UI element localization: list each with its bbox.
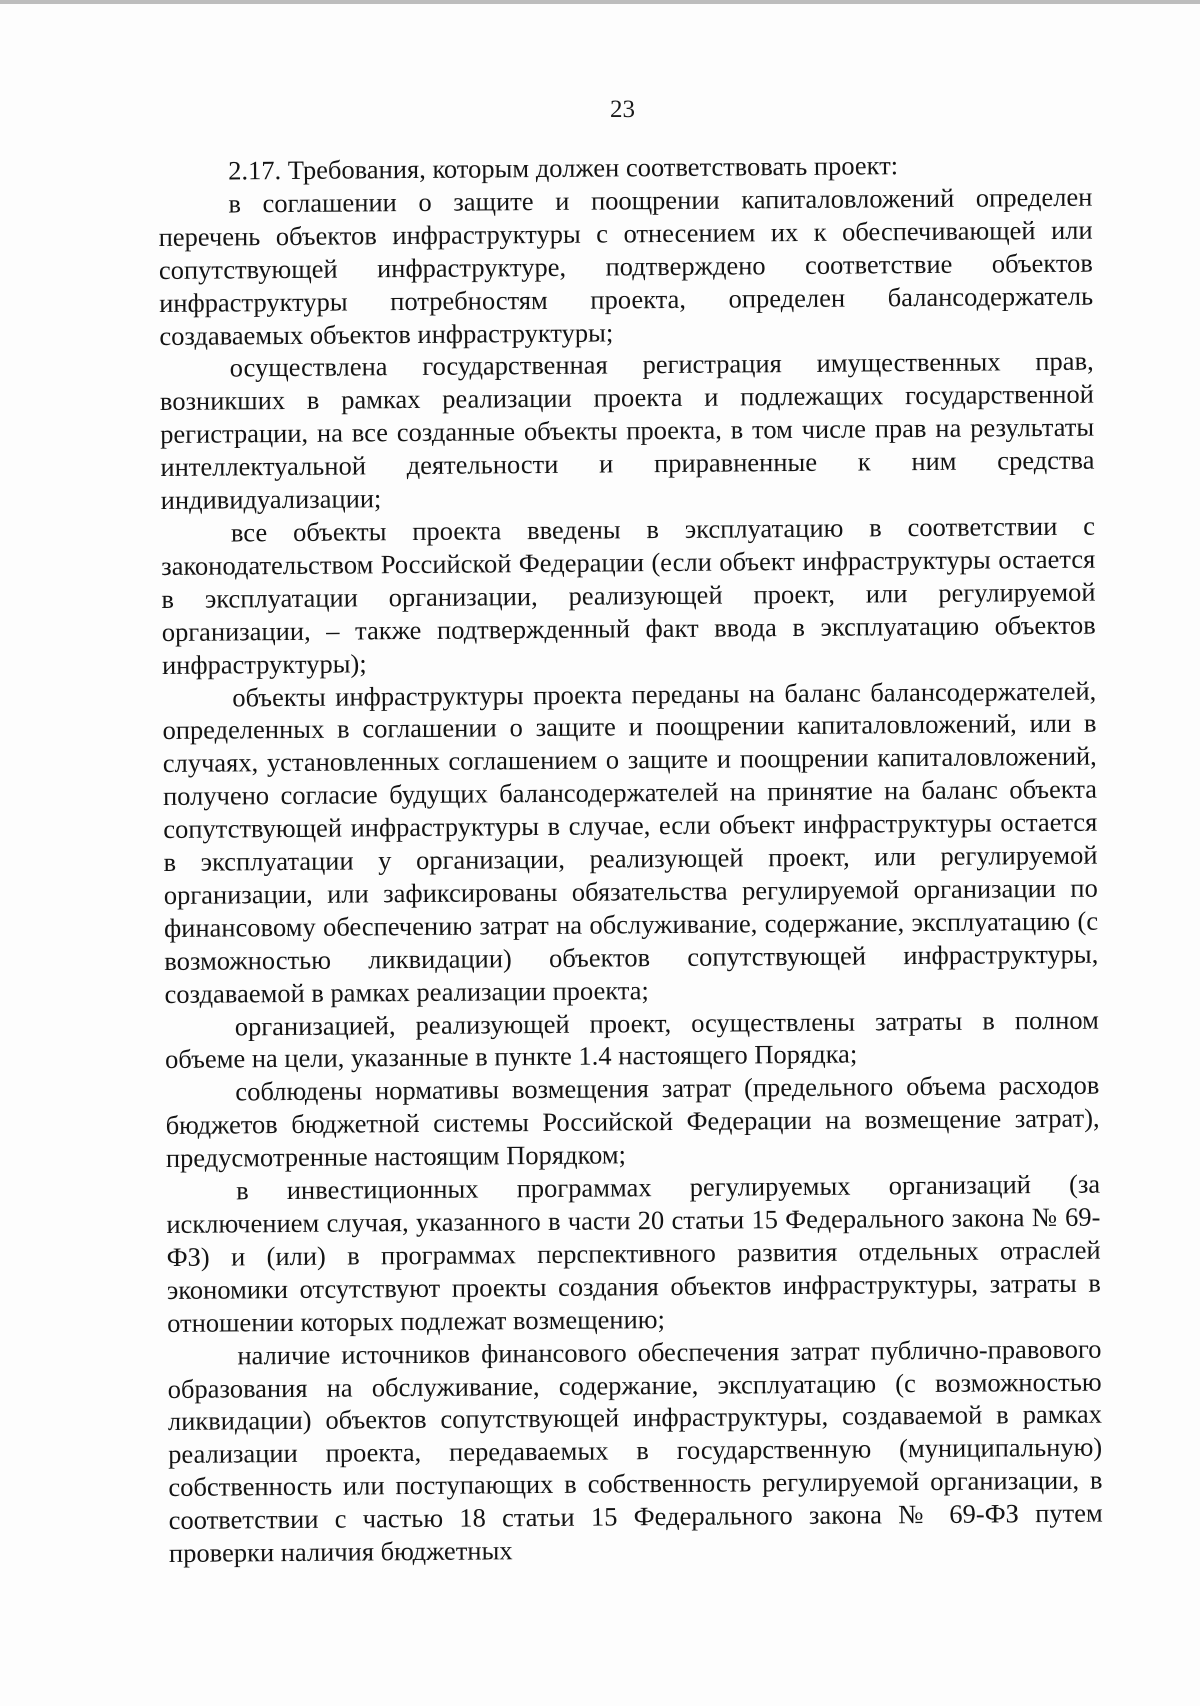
paragraph: объекты инфраструктуры проекта переданы на баланс балансодержателей, определенных в соглашении о защите и поощрении капиталовложений, или в случаях, установленных соглашением о защите и поощрении капиталовложений, получено согласие будущих балансодержателей на принятие на баланс объекта сопутствующей инфраструктуры в случае, если объект инфраструктуры остается в эксплуатации у организации, реализующей проект, или регулируемой организации, или зафиксированы обязательства регулируемой организации по финансовому обеспечению затрат на обслуживание, содержание, эксплуатацию (с возможностью ликвидации) объектов сопутствующей инфраструктуры, создаваемой в рамках реализации проекта; [162, 675, 1099, 1009]
paragraph: организацией, реализующей проект, осуществлены затраты в полном объеме на цели, указанные в пункте 1.4 настоящего Порядка; [164, 1004, 1099, 1075]
document-body [158, 148, 1103, 1570]
paragraph: в соглашении о защите и поощрении капиталовложений определен перечень объектов инфраструктуры с отнесением их к обеспечивающей или сопутствующей инфраструктуре, подтверждено соответствие объектов инфраструктуры потребностям проекта, определен балансодержатель создаваемых объектов инфраструктуры; [158, 181, 1094, 351]
paragraph: осуществлена государственная регистрация имущественных прав, возникших в рамках реализации проекта и подлежащих государственной регистрации, на все созданные объекты проекта, в том числе прав на результаты интеллектуальной деятельности и приравненные к ним средства индивидуализации; [159, 346, 1095, 516]
paragraph: в инвестиционных программах регулируемых организаций (за исключением случая, указанного в части 20 статьи 15 Федерального закона № 69-ФЗ) и (или) в программах перспективного развития отдельных отраслей экономики отсутствуют проекты создания объектов инфраструктуры, затраты в отношении которых подлежат возмещению; [166, 1168, 1102, 1338]
page-number: 23 [610, 96, 635, 123]
paragraph: соблюдены нормативы возмещения затрат (предельного объема расходов бюджетов бюджетной системы Российской Федерации на возмещение затрат), предусмотренные настоящим Порядком; [165, 1070, 1100, 1174]
paragraph: все объекты проекта введены в эксплуатацию в соответствии с законодательством Российской Федерации (если объект инфраструктуры остается в эксплуатации организации, реализующей проект, или регулируемой организации, – также подтвержденный факт ввода в эксплуатацию объектов инфраструктуры); [161, 510, 1096, 680]
paragraph: наличие источников финансового обеспечения затрат публично-правового образования на обслуживание, содержание, эксплуатацию (с возможностью ликвидации) объектов сопутствующей инфраструктуры, создаваемой в рамках реализации проекта, передаваемых в государственную (муниципальную) собственность или поступающих в собственность регулируемой организации, в соответствии с частью 18 статьи 15 Федерального закона № 69-ФЗ путем проверки наличия бюджетных [167, 1333, 1103, 1569]
scan-top-edge [0, 0, 1200, 4]
section-heading-2-17: 2.17. Требования, которым должен соответствовать проект: [228, 150, 899, 186]
